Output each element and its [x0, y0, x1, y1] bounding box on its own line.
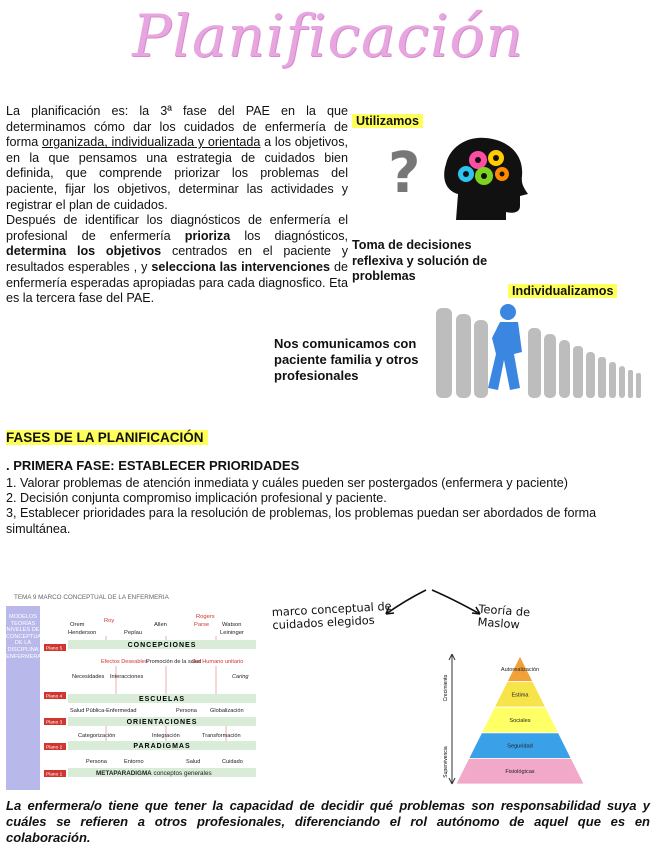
utilizamos-label: Utilizamos [352, 114, 423, 128]
pyramid-level-label: Seguridad [507, 743, 533, 750]
plano-label: Plano 4 [46, 694, 63, 700]
list-item: 1. Valorar problemas de atención inmediata y cuáles pueden ser postergados (enfermera y paciente) [6, 476, 568, 490]
concept-label: Necesidades [72, 674, 105, 680]
list-item: 3, Establecer prioridades para la resolución de problemas, los problemas puedan ser abordados de forma simultánea. [6, 506, 597, 536]
escuelas-label: ESCUELAS [138, 696, 186, 703]
toma-decisiones-text: Toma de decisiones reflexiva y solución de problemas [352, 238, 488, 284]
intro-p2-c: los diagnósticos, [230, 228, 349, 243]
intro-p1-underlined: organizada, individualizada y orientada [41, 135, 261, 150]
pyramid-level-label: Autorealización [500, 666, 540, 673]
paradigma-item: Persona [86, 759, 107, 765]
list-item: 2. Decisión conjunta compromiso implicación profesional y paciente. [6, 491, 387, 506]
paradigma-item: Cuidado [222, 759, 243, 765]
metaparadigma-label: METAPARADIGMA [96, 770, 152, 777]
intro-prioriza: prioriza [184, 228, 231, 243]
intro-objetivos: determina los objetivos [6, 244, 162, 259]
individual-person-illustration [436, 298, 646, 400]
intro-p1-a: La planificación es: la 3ª fase del PAE en la que determinamos cómo dar los cuidados de enfermería de forma [6, 104, 348, 150]
intro-selecciona: selecciona las intervenciones [151, 259, 331, 274]
paradigma-item: Entorno [124, 759, 144, 765]
maslow-pyramid [438, 650, 588, 788]
author-label: Parse [194, 622, 210, 628]
author-label: Orem [70, 622, 85, 628]
primera-fase-heading: . PRIMERA FASE: ESTABLECER PRIORIDADES [6, 458, 300, 473]
pyramid-level-label: Fisiológicas [505, 769, 535, 776]
concept-label: Efectos Deseables [101, 659, 148, 665]
author-label: Peplau [124, 630, 143, 636]
marco-left-label: MODELOS TEORÍAS NIVELES DE CONCEPTUALIZACIÓN DE LA DISCIPLINA ENFERMERA [6, 614, 67, 660]
metaparadigma-suffix: conceptos generales [151, 770, 212, 777]
blue-walking-person-icon [488, 304, 522, 390]
orientacion-item: Transformación [202, 733, 241, 739]
conclusion-text: La enfermera/o tiene que tener la capacidad de decidir qué problemas son responsabilidad suya y cuáles se refieren a otros profesionales, diferenciando el rol autónomo de aquel que es en colaboración. [6, 798, 650, 845]
intro-p2-a: Después de identificar los diagnósticos de enfermería el profesional de enfermería [6, 213, 348, 243]
author-label: Leininger [220, 630, 244, 636]
concept-label: Interacciones [110, 674, 144, 680]
concept-label: Ser Humano unitario [192, 659, 244, 665]
intro-text [6, 104, 348, 307]
paradigma-item: Salud [186, 759, 201, 765]
fases-list [6, 476, 646, 537]
author-label: Roy [104, 618, 115, 624]
axis-bottom-label: Supervivencia [443, 746, 449, 778]
handwritten-marco: marco conceptual de cuidados elegidos [271, 598, 392, 632]
escuela-item: Persona [176, 708, 197, 714]
gray-figures-row [436, 308, 641, 398]
individualizamos-label: Individualizamos [508, 284, 617, 298]
author-label: Henderson [68, 630, 97, 636]
svg-text:METAPARADIGMA conceptos genera [96, 770, 212, 777]
page-title: Planificación [132, 2, 524, 70]
author-label: Watson [222, 622, 242, 628]
comunicamos-text: Nos comunicamos con paciente familia y otros profesionales [274, 336, 419, 383]
concept-label: Promoción de la salud [146, 659, 202, 665]
thinking-head-illustration [386, 132, 536, 224]
marco-conceptual-diagram [6, 594, 258, 790]
plano-label: Plano 3 [46, 720, 63, 726]
paradigmas-label: PARADIGMAS [133, 743, 191, 750]
fases-heading: FASES DE LA PLANIFICACIÓN [6, 430, 208, 445]
intro-p2-e: de enfermería esperadas apropiadas para cada diagnosfico. Eta es la tercera fase del PAE. [6, 259, 348, 306]
handwritten-maslow: Teoría de Maslow [477, 601, 531, 632]
orientacion-item: Integración [152, 733, 180, 739]
arrow-right-icon [432, 590, 480, 614]
pyramid-level-label: Estima [511, 692, 529, 699]
concepciones-label: CONCEPCIONES [127, 642, 197, 649]
plano-label: Plano 2 [46, 745, 63, 751]
pyramid-level-label: Sociales [509, 718, 531, 724]
plano-label: Plano 5 [46, 646, 63, 652]
question-mark-icon: ? [388, 141, 421, 206]
author-label: Allen [154, 622, 167, 628]
author-label: Rogers [196, 614, 215, 620]
escuela-item: Salud Pública-Enfermedad [70, 708, 137, 714]
marco-header: TEMA 9 MARCO CONCEPTUAL DE LA ENFERMERIA [14, 594, 169, 601]
escuela-item: Globalización [210, 708, 244, 714]
orientacion-item: Categorización [78, 733, 116, 739]
intro-p2-d: centrados en el paciente y resultados esperables , y [6, 244, 348, 274]
marco-diagram-svg [6, 594, 258, 790]
arrow-left-icon [386, 590, 426, 614]
intro-p1-b: a los objetivos, en la que pensamos una estrategia de cuidados bien definida, que comprende priorizar los problemas del paciente, fijar los objetivos, determinar las actividades y registrar el plan de cuidados. [6, 135, 348, 212]
plano-label: Plano 1 [46, 772, 63, 778]
axis-top-label: Crecimiento [443, 674, 449, 702]
orientaciones-label: ORIENTACIONES [126, 719, 198, 726]
concept-label: Caring [232, 674, 249, 680]
